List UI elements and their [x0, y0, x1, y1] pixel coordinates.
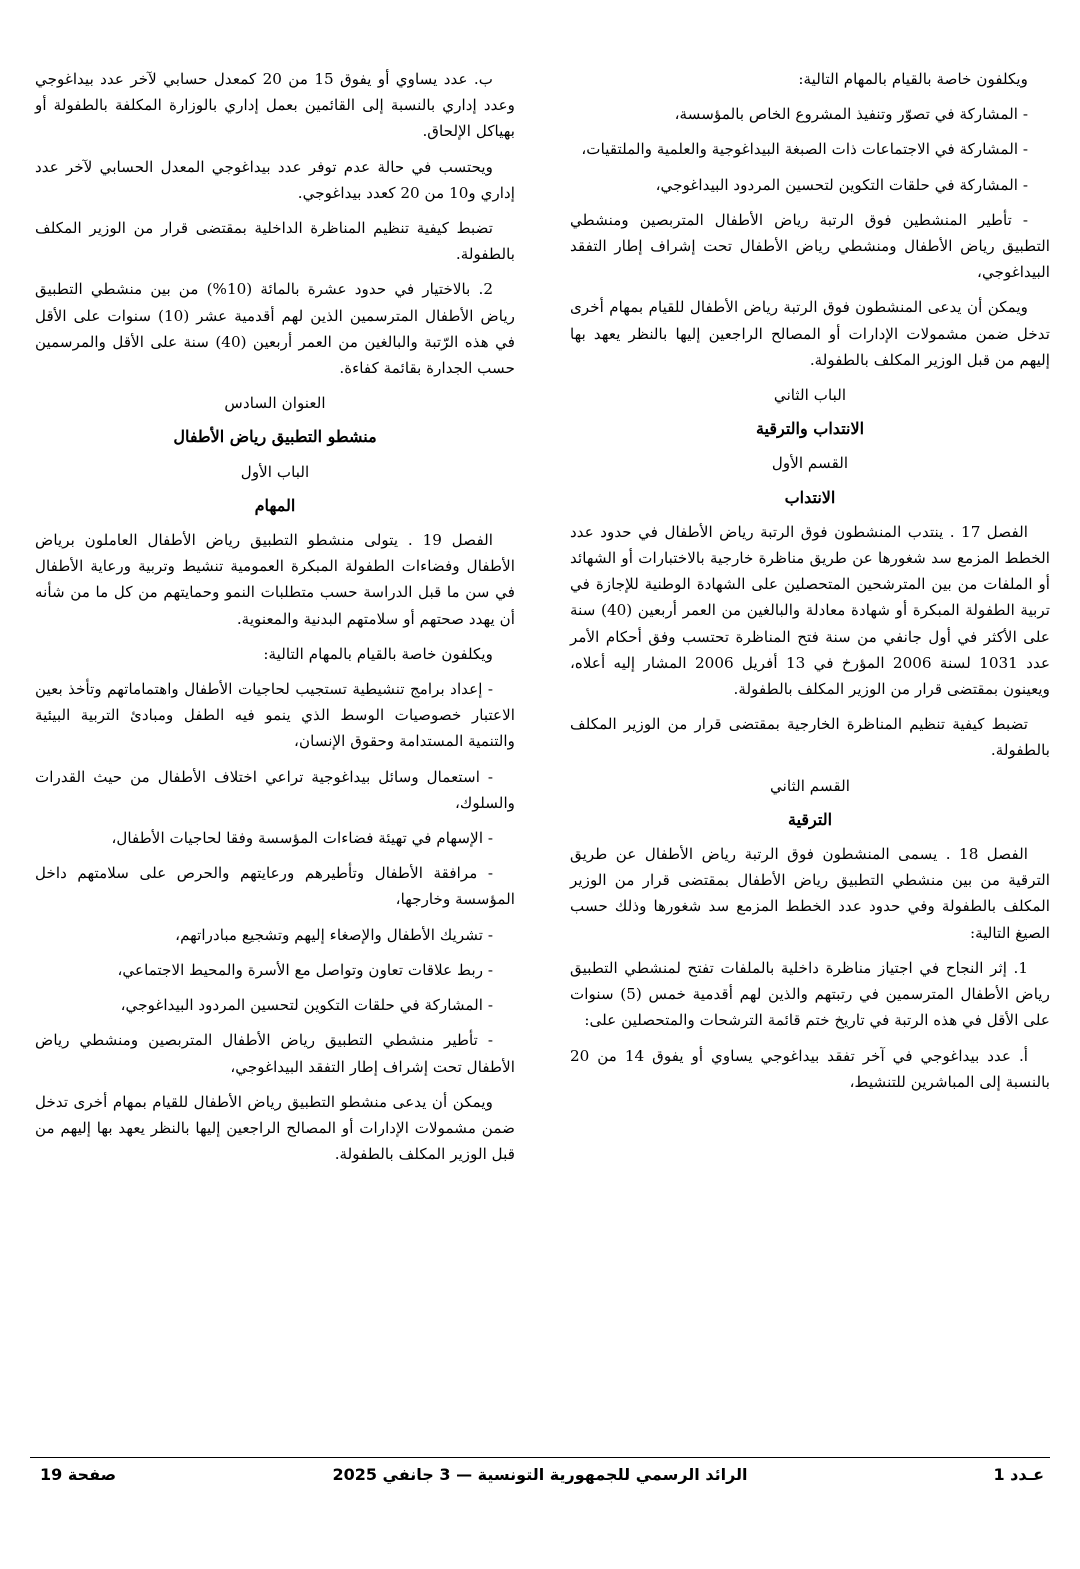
right-column [570, 66, 1050, 1104]
list-item: - تأطير المنشطين فوق الرتبة رياض الأطفال المتربصين ومنشطي التطبيق رياض الأطفال ومنشطي رياض الأطفال تحت إشراف إطار التفقد البيداغوجي، [570, 210, 1050, 282]
section-title: منشطو التطبيق رياض الأطفال [173, 427, 377, 447]
section-heading: العنوان السادس [224, 394, 326, 413]
section-heading: القسم الأول [771, 454, 849, 473]
footer-rule [30, 1457, 1050, 1458]
paragraph: أ. عدد بيداغوجي في آخر تفقد بيداغوجي يساوي أو يفوق 14 من 20 بالنسبة إلى المباشرين للتنشيط، [570, 1046, 1050, 1091]
section-title: الترقية [787, 809, 833, 829]
list-item: - تشريك الأطفال والإصغاء إليهم وتشجيع مبادراتهم، [175, 925, 493, 944]
list-item: - المشاركة في حلقات التكوين لتحسين المردود البيداغوجي، [655, 175, 1028, 194]
paragraph: الفصل 18 . يسمى المنشطون فوق الرتبة رياض الأطفال عن طريق الترقية من بين منشطي التطبيق رياض الأطفال بمقتضى قرار من الوزير المكلف بالطفولة وفي حدود عدد الخطط المزمع سد شغورها وذلك حسب الصيغ التالية: [570, 845, 1050, 942]
list-item: - استعمال وسائل بيداغوجية تراعي اختلاف الأطفال من حيث القدرات والسلوك، [35, 767, 515, 812]
journal-title: الرائد الرسمي للجمهورية التونسية — 3 جانفي 2025 [332, 1465, 748, 1484]
paragraph: 2. بالاختيار في حدود عشرة بالمائة (10%) من بين منشطي التطبيق رياض الأطفال المترسمين الذين لهم أقدمية عشر (10) سنوات على الأقل في هذه الرّتبة والبالغين من العمر أربعين (40) سنة على الأقل والمرسمين حسب الجدارة بقائمة كفاءة. [35, 280, 515, 378]
list-item: - الإسهام في تهيئة فضاءات المؤسسة وفقا لحاجيات الأطفال، [111, 829, 493, 848]
paragraph: تضبط كيفية تنظيم المناظرة الخارجية بمقتضى قرار من الوزير المكلف بالطفولة. [570, 715, 1050, 760]
paragraph: تضبط كيفية تنظيم المناظرة الداخلية بمقتضى قرار من الوزير المكلف بالطفولة. [35, 219, 515, 264]
section-heading: الباب الأول [240, 462, 310, 481]
section-title: الانتداب [784, 487, 836, 507]
section-heading: القسم الثاني [770, 776, 850, 795]
page-number: صفحة 19 [40, 1465, 117, 1484]
paragraph: ويمكن أن يدعى المنشطون فوق الرتبة رياض الأطفال للقيام بمهام أخرى تدخل ضمن مشمولات الإدارات أو المصالح الراجعين إليها بالنظر يعهد بها إليهم من قبل الوزير المكلف بالطفولة. [570, 298, 1050, 369]
left-column [35, 66, 515, 1176]
paragraph: ويحتسب في حالة عدم توفر عدد بيداغوجي المعدل الحسابي لآخر عدد إداري و10 من 20 كعدد بيداغوجي. [35, 157, 515, 202]
paragraph: 1. إثر النجاح في اجتياز مناظرة داخلية بالملفات تفتح لمنشطي التطبيق رياض الأطفال المترسمين في رتبتهم والذين لهم أقدمية خمس (5) سنوات على الأقل في هذه الرتبة في تاريخ ختم قائمة الترشحات والمتحصلين على: [570, 958, 1050, 1030]
paragraph: ويكلفون خاصة بالقيام بالمهام التالية: [263, 644, 493, 663]
section-title: الانتداب والترقية [755, 419, 865, 439]
list-item: - مرافقة الأطفال وتأطيرهم ورعايتهم والحرص على سلامتهم داخل المؤسسة وخارجها، [35, 864, 515, 909]
paragraph: الفصل 17 . ينتدب المنشطون فوق الرتبة رياض الأطفال في حدود عدد الخطط المزمع سد شغورها عن طريق مناظرة خارجية بالاختبارات أو الشهائد أو الملفات من بين المترشحين المتحصلين على الشهادة الوطنية للإجازة في تربية الطفولة المبكرة أو شهادة معادلة والبالغين من العمر أربعين (40) سنة على الأكثر في أول جانفي من سنة فتح المناظرة تحتسب وفق أحكام الأمر عدد 1031 لسنة 2006 المؤرخ في 13 أفريل 2006 المشار إليه أعلاه، ويعينون بمقتضى قرار من الوزير المكلف بالطفولة. [570, 522, 1050, 699]
list-item: - ربط علاقات تعاون وتواصل مع الأسرة والمحيط الاجتماعي، [117, 960, 493, 979]
list-item: - المشاركة في حلقات التكوين لتحسين المردود البيداغوجي، [120, 996, 493, 1015]
paragraph: ويمكن أن يدعى منشطو التطبيق رياض الأطفال للقيام بمهام أخرى تدخل ضمن مشمولات الإدارات أو المصالح الراجعين إليها بالنظر يعهد بها إليهم من قبل الوزير المكلف بالطفولة. [35, 1092, 515, 1164]
list-item: - المشاركة في الاجتماعات ذات الصبغة البيداغوجية والعلمية والملتقيات، [581, 140, 1028, 159]
paragraph: ب. عدد يساوي أو يفوق 15 من 20 كمعدل حسابي لآخر عدد بيداغوجي وعدد إداري بالنسبة إلى القائمين بعمل إداري بالوزارة المكلفة بالطفولة أو بهياكل الإلحاق. [35, 70, 515, 141]
page-footer [30, 1465, 1050, 1495]
list-item: - إعداد برامج تنشيطية تستجيب لحاجيات الأطفال واهتماماتهم وتأخذ بعين الاعتبار خصوصيات الوسط الذي ينمو فيه الطفل ومبادئ التربية البيئية والتنمية المستدامة وحقوق الإنسان، [35, 680, 515, 751]
section-heading: الباب الثاني [773, 386, 847, 405]
list-item: - المشاركة في تصوّر وتنفيذ المشروع الخاص بالمؤسسة، [674, 105, 1028, 124]
paragraph: الفصل 19 . يتولى منشطو التطبيق رياض الأطفال العاملون برياض الأطفال وفضاءات الطفولة المبكرة العمومية تنشيط وتربية ورعاية الأطفال في سن ما قبل الدراسة حسب متطلبات النمو وحمايتهم من كل ما من شأنه أن يهدد صحتهم أو سلامتهم البدنية والمعنوية. [35, 531, 515, 628]
issue-number: عـدد 1 [993, 1465, 1044, 1484]
section-title: المهام [254, 495, 296, 515]
list-item: - تأطير منشطي التطبيق رياض الأطفال المتربصين ومنشطي رياض الأطفال تحت إشراف إطار التفقد البيداغوجي، [35, 1031, 515, 1076]
paragraph: ويكلفون خاصة بالقيام بالمهام التالية: [798, 70, 1028, 88]
